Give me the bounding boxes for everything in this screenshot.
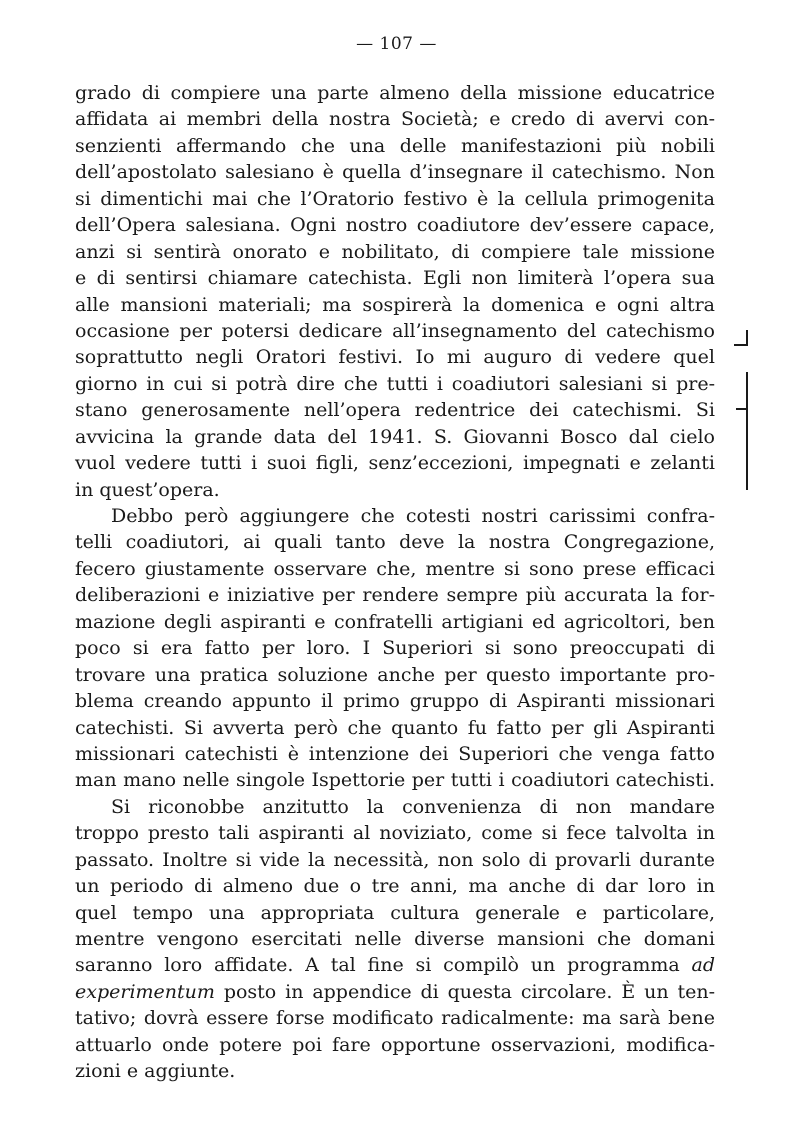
text-line bbox=[75, 952, 715, 978]
paragraph-2 bbox=[75, 503, 715, 794]
paragraph-3 bbox=[75, 794, 715, 1085]
text-line: mazione degli aspiranti e confratelli artigiani ed agricoltori, ben bbox=[75, 610, 715, 633]
text-line: giorno in cui si potrà dire che tutti i coadiutori salesiani si pre- bbox=[75, 372, 715, 395]
text-line: catechisti. Si avverta però che quanto fu fatto per gli Aspiranti bbox=[75, 716, 715, 739]
text-line: deliberazioni e iniziative per rendere sempre più accurata la for- bbox=[75, 584, 715, 607]
text-line: grado di compiere una parte almeno della missione educatrice bbox=[75, 82, 715, 104]
text-line: telli coadiutori, ai quali tanto deve la nostra Congregazione, bbox=[75, 531, 715, 554]
text-line: mentre vengono esercitati nelle diverse mansioni che domani bbox=[75, 928, 715, 950]
text-line: dell’Opera salesiana. Ogni nostro coadiutore dev’essere capace, bbox=[75, 214, 715, 237]
text-line: quel tempo una appropriata cultura generale e particolare, bbox=[75, 901, 715, 924]
text-line: fecero giustamente osservare che, mentre si sono prese efficaci bbox=[75, 557, 715, 580]
text-segment: posto in appendice di questa circolare. È un ten- bbox=[223, 980, 715, 1003]
text-line: passato. Inoltre si vide la necessità, non solo di provarli durante bbox=[75, 848, 715, 871]
text-line: alle mansioni materiali; ma sospirerà la domenica e ogni altra bbox=[75, 293, 715, 316]
text-line: attuarlo onde potere poi fare opportune osservazioni, modifica- bbox=[75, 1033, 715, 1056]
margin-bracket-mark bbox=[734, 344, 748, 346]
text-line: avvicina la grande data del 1941. S. Giovanni Bosco dal cielo bbox=[75, 425, 715, 448]
text-line: vuol vedere tutti i suoi figli, senz’eccezioni, impegnati e zelanti bbox=[75, 452, 715, 475]
text-line: zioni e aggiunte. bbox=[75, 1060, 236, 1083]
text-line: occasione per potersi dedicare all’insegnamento del catechismo bbox=[75, 319, 715, 342]
text-line: stano generosamente nell’opera redentrice dei catechismi. Si bbox=[75, 399, 715, 422]
text-line: si dimentichi mai che l’Oratorio festivo è la cellula primogenita bbox=[75, 187, 715, 210]
text-line: dell’apostolato salesiano è quella d’insegnare il catechismo. Non bbox=[75, 161, 715, 184]
text-line: tativo; dovrà essere forse modificato radicalmente: ma sarà bene bbox=[75, 1007, 715, 1030]
text-line: blema creando appunto il primo gruppo di Aspiranti missionari bbox=[75, 690, 715, 713]
text-line: man mano nelle singole Ispettorie per tutti i coadiutori catechisti. bbox=[75, 769, 715, 792]
margin-tick-mark bbox=[736, 408, 746, 410]
text-line: poco si era fatto per loro. I Superiori si sono preoccupati di bbox=[75, 637, 715, 660]
italic-text: ad bbox=[691, 954, 715, 977]
margin-vertical-line bbox=[746, 372, 748, 490]
text-line: Debbo però aggiungere che cotesti nostri carissimi confra- bbox=[111, 505, 715, 527]
text-segment: saranno loro affidate. A tal fine si compilò un programma bbox=[75, 954, 680, 977]
text-line: e di sentirsi chiamare catechista. Egli non limiterà l’opera sua bbox=[75, 267, 715, 290]
text-line: affidata ai membri della nostra Società; e credo di avervi con- bbox=[75, 108, 715, 131]
text-line: senzienti affermando che una delle manifestazioni più nobili bbox=[75, 134, 715, 157]
text-line: soprattutto negli Oratori festivi. Io mi auguro di vedere quel bbox=[75, 346, 715, 369]
text-line: missionari catechisti è intenzione dei Superiori che venga fatto bbox=[75, 742, 715, 765]
text-line: un periodo di almeno due o tre anni, ma anche di dar loro in bbox=[75, 875, 715, 898]
text-line: trovare una pratica soluzione anche per questo importante pro- bbox=[75, 663, 715, 686]
italic-text: experimentum bbox=[75, 980, 215, 1003]
paragraph-1 bbox=[75, 80, 715, 503]
text-line: Si riconobbe anzitutto la convenienza di non mandare bbox=[111, 795, 715, 818]
text-line: troppo presto tali aspiranti al noviziato, come si fece talvolta in bbox=[75, 822, 715, 845]
body-text bbox=[75, 80, 715, 1085]
page-number: — 107 — bbox=[356, 34, 437, 54]
text-line: in quest’opera. bbox=[75, 478, 220, 501]
text-line bbox=[75, 979, 715, 1005]
text-line: anzi si sentirà onorato e nobilitato, di compiere tale missione bbox=[75, 240, 715, 263]
